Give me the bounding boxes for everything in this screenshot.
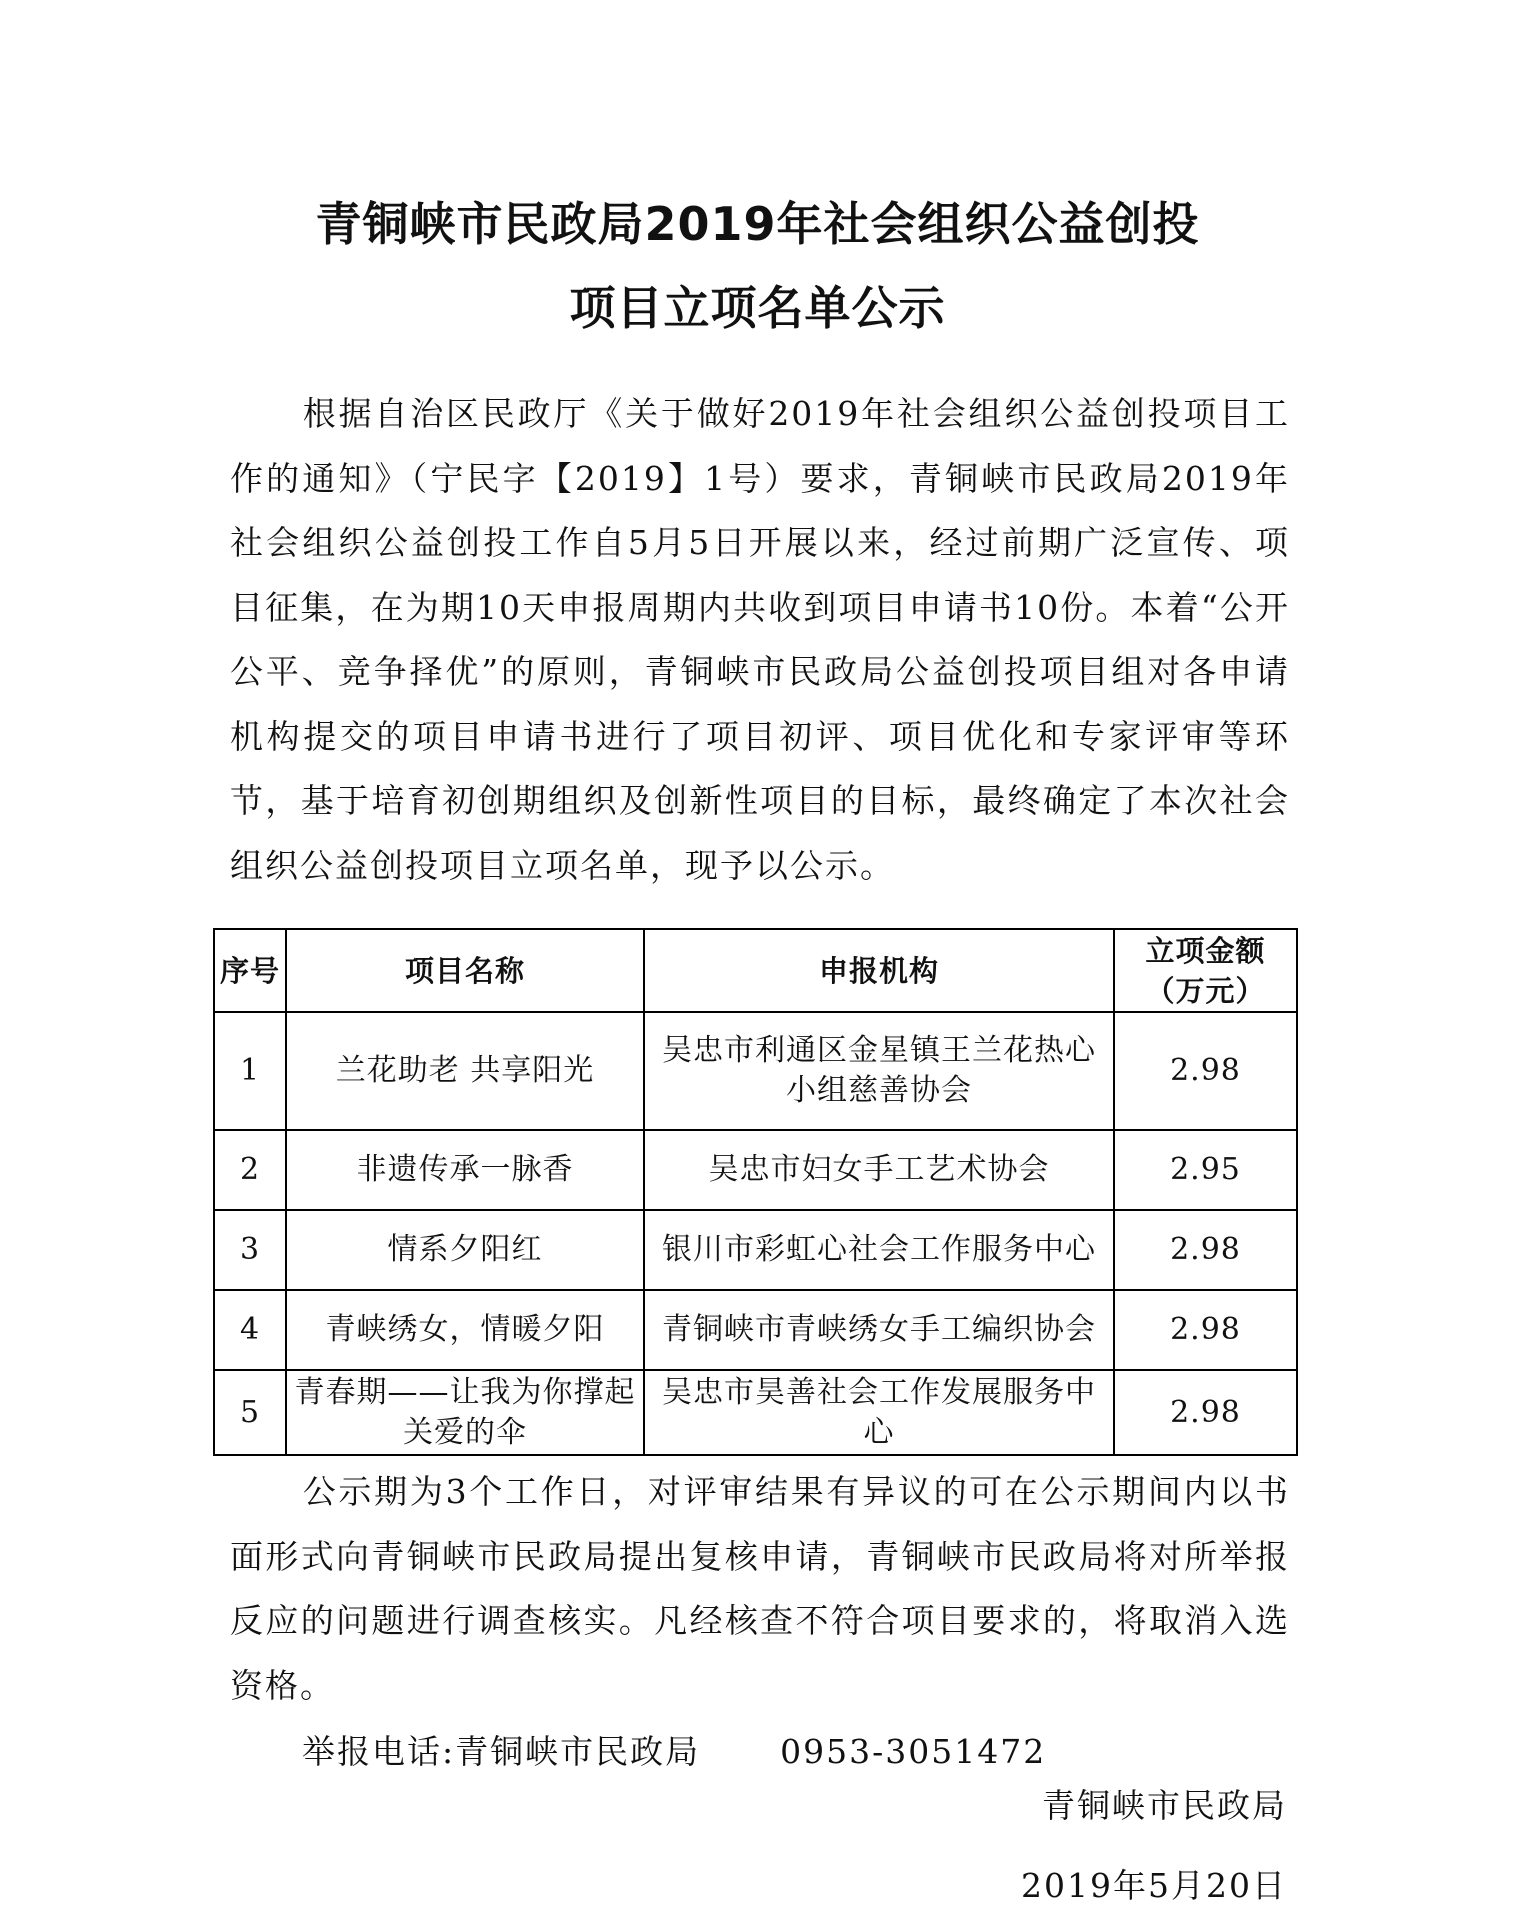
cell-amount: 2.98 [1114, 1012, 1297, 1130]
cell-amount: 2.98 [1114, 1370, 1297, 1455]
table-row [214, 1210, 1297, 1290]
cell-organization: 吴忠市昊善社会工作发展服务中心 [644, 1370, 1114, 1455]
cell-organization: 吴忠市利通区金星镇王兰花热心小组慈善协会 [644, 1012, 1114, 1130]
cell-amount: 2.95 [1114, 1130, 1297, 1210]
cell-project-name: 情系夕阳红 [286, 1210, 644, 1290]
cell-project-name: 青峡绣女，情暖夕阳 [286, 1290, 644, 1370]
signature-organization: 青铜峡市民政局 [1042, 1786, 1287, 1825]
cell-no: 4 [214, 1290, 286, 1370]
table-row [214, 1012, 1297, 1130]
intro-paragraph [230, 382, 1290, 898]
cell-no: 5 [214, 1370, 286, 1455]
cell-amount: 2.98 [1114, 1290, 1297, 1370]
cell-no: 3 [214, 1210, 286, 1290]
header-amount: 立项金额（万元） [1114, 929, 1297, 1012]
header-organization: 申报机构 [644, 929, 1114, 1012]
cell-organization: 银川市彩虹心社会工作服务中心 [644, 1210, 1114, 1290]
table-row [214, 1130, 1297, 1210]
project-list-table [213, 928, 1298, 1456]
cell-no: 1 [214, 1012, 286, 1130]
notice-paragraph [230, 1460, 1290, 1718]
cell-organization: 吴忠市妇女手工艺术协会 [644, 1130, 1114, 1210]
cell-project-name: 非遗传承一脉香 [286, 1130, 644, 1210]
table-row [214, 1370, 1297, 1455]
cell-organization: 青铜峡市青峡绣女手工编织协会 [644, 1290, 1114, 1370]
contact-phone: 0953-3051472 [780, 1732, 1047, 1771]
cell-amount: 2.98 [1114, 1210, 1297, 1290]
intro-paragraph-text: 根据自治区民政厅《关于做好2019年社会组织公益创投项目工作的通知》（宁民字【2019】1号）要求，青铜峡市民政局2019年社会组织公益创投工作自5月5日开展以来，经过前期广泛宣传、项目征集，在为期10天申报周期内共收到项目申请书10份。本着“公开公平、竞争择优”的原则，青铜峡市民政局公益创投项目组对各申请机构提交的项目申请书进行了项目初评、项目优化和专家评审等环节，基于培育初创期组织及创新性项目的目标，最终确定了本次社会组织公益创投项目立项名单，现予以公示。 [230, 394, 1290, 885]
document-title-line-2: 项目立项名单公示 [569, 281, 946, 335]
header-no: 序号 [214, 929, 286, 1012]
signature-date: 2019年5月20日 [1021, 1866, 1287, 1905]
header-project-name: 项目名称 [286, 929, 644, 1012]
table-header-row [214, 929, 1297, 1012]
document-title-line-1: 青铜峡市民政局2019年社会组织公益创投 [315, 197, 1200, 251]
table-row [214, 1290, 1297, 1370]
cell-project-name: 兰花助老 共享阳光 [286, 1012, 644, 1130]
contact-label: 举报电话:青铜峡市民政局 [302, 1732, 701, 1771]
contact-line [302, 1726, 1046, 1773]
notice-paragraph-text: 公示期为3个工作日，对评审结果有异议的可在公示期间内以书面形式向青铜峡市民政局提出复核申请，青铜峡市民政局将对所举报反应的问题进行调查核实。凡经核查不符合项目要求的，将取消入选资格。 [230, 1472, 1290, 1705]
cell-no: 2 [214, 1130, 286, 1210]
cell-project-name: 青春期——让我为你撑起关爱的伞 [286, 1370, 644, 1455]
